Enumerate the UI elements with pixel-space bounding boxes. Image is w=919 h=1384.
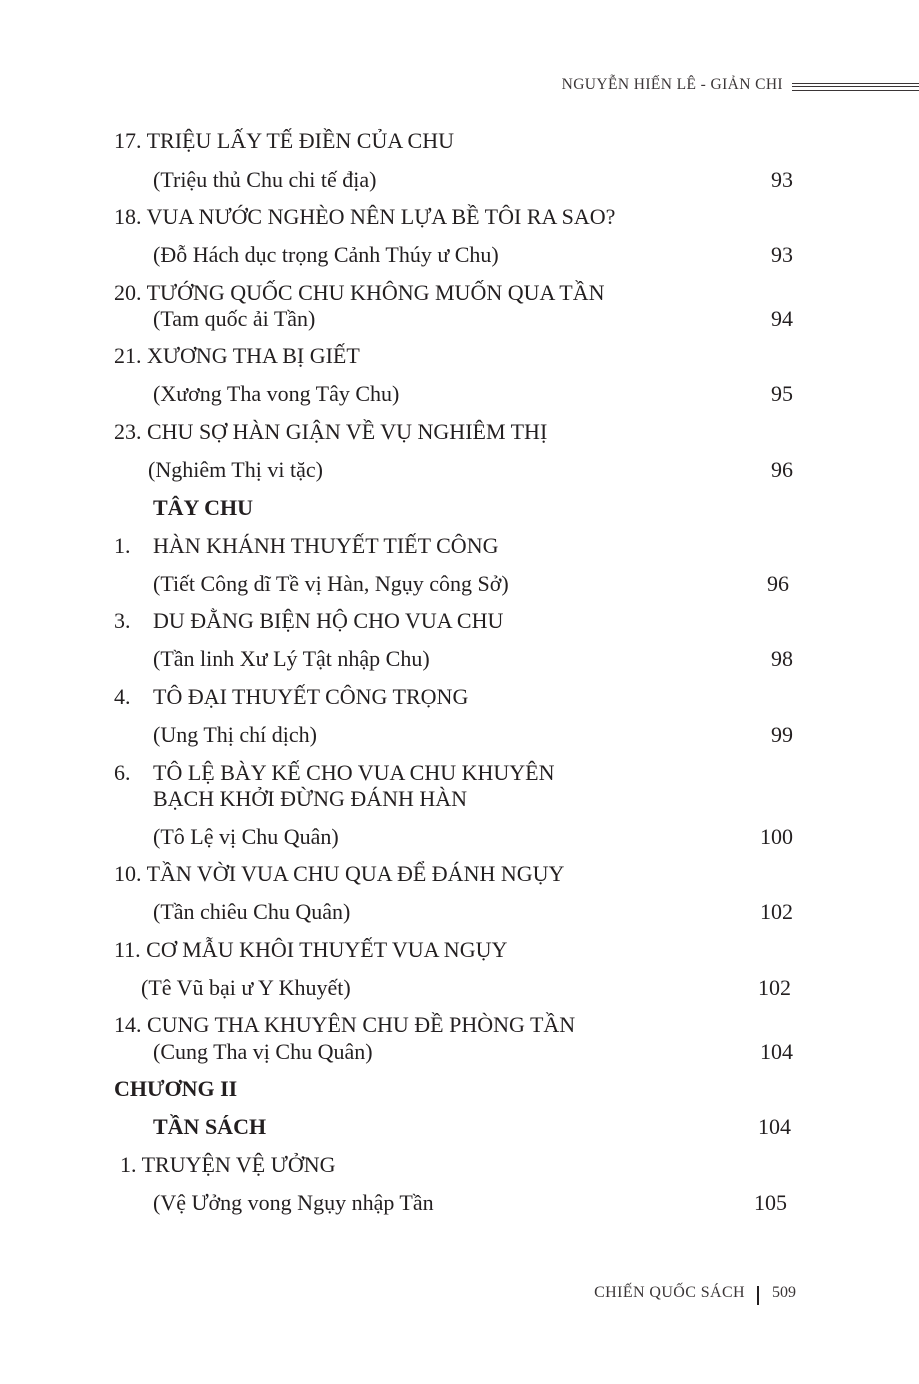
toc-entry-title: 18. VUA NƯỚC NGHÈO NÊN LỰA BỀ TÔI RA SAO? (114, 204, 616, 229)
header-rule-decoration (792, 83, 919, 91)
toc-entry-subtitle: (Tiết Công dĩ Tề vị Hàn, Ngụy công Sở) (153, 571, 509, 596)
running-header-title: NGUYỄN HIẾN LÊ - GIẢN CHI (561, 76, 783, 93)
running-header (0, 74, 919, 100)
toc-entry-subtitle: (Vệ Ưởng vong Ngụy nhập Tần (153, 1190, 434, 1215)
toc-entry-subtitle: (Tần linh Xư Lý Tật nhập Chu) (153, 646, 430, 671)
toc-entry-number: 3. (114, 608, 131, 633)
toc-page-number: 96 (767, 571, 789, 596)
toc-entry-title: 11. CƠ MẪU KHÔI THUYẾT VUA NGỤY (114, 937, 508, 962)
toc-entry-title: 17. TRIỆU LẤY TẾ ĐIỀN CỦA CHU (114, 128, 454, 153)
toc-chapter-heading: CHƯƠNG II (114, 1076, 238, 1101)
toc-entry-subtitle: (Triệu thủ Chu chi tế địa) (153, 167, 377, 192)
toc-entry-title: TÔ ĐẠI THUYẾT CÔNG TRỌNG (153, 684, 469, 709)
toc-entry-title-continued: BẠCH KHỞI ĐỪNG ĐÁNH HÀN (153, 786, 468, 811)
toc-entry-subtitle: (Ung Thị chí dịch) (153, 722, 317, 747)
toc-entry-subtitle: (Xương Tha vong Tây Chu) (153, 381, 400, 406)
toc-entry-title: DU ĐẰNG BIỆN HỘ CHO VUA CHU (153, 608, 504, 633)
toc-page-number: 98 (771, 646, 793, 671)
toc-page-number: 104 (760, 1039, 793, 1064)
toc-page-number: 93 (771, 242, 793, 267)
toc-entry-title: 21. XƯƠNG THA BỊ GIẾT (114, 343, 360, 368)
toc-entry-subtitle: (Cung Tha vị Chu Quân) (153, 1039, 373, 1064)
footer-divider (757, 1286, 759, 1305)
running-footer (0, 1284, 919, 1308)
toc-page-number: 104 (758, 1114, 791, 1139)
toc-page-number: 99 (771, 722, 793, 747)
toc-entry-title: HÀN KHÁNH THUYẾT TIẾT CÔNG (153, 533, 499, 558)
toc-page-number: 102 (760, 899, 793, 924)
toc-entry-subtitle: (Tần chiêu Chu Quân) (153, 899, 351, 924)
toc-entry-title: 10. TẦN VỜI VUA CHU QUA ĐỂ ĐÁNH NGỤY (114, 861, 565, 886)
toc-page-number: 93 (771, 167, 793, 192)
toc-entry-title: 23. CHU SỢ HÀN GIẬN VỀ VỤ NGHIÊM THỊ (114, 419, 548, 444)
toc-entry-subtitle: (Đỗ Hách dục trọng Cảnh Thúy ư Chu) (153, 242, 499, 267)
footer-book-title: CHIẾN QUỐC SÁCH (594, 1284, 745, 1301)
footer-page-number: 509 (772, 1284, 796, 1301)
toc-entry-title: 1. TRUYỆN VỆ ƯỞNG (120, 1152, 336, 1177)
toc-page-number: 100 (760, 824, 793, 849)
toc-entry-title: 20. TƯỚNG QUỐC CHU KHÔNG MUỐN QUA TẦN (114, 280, 605, 305)
toc-entry-subtitle: (Nghiêm Thị vi tặc) (148, 457, 323, 482)
toc-entry-number: 6. (114, 760, 131, 785)
toc-entry-title: 14. CUNG THA KHUYÊN CHU ĐỀ PHÒNG TẦN (114, 1012, 576, 1037)
toc-page-number: 94 (771, 306, 793, 331)
toc-page-number: 96 (771, 457, 793, 482)
toc-entry-number: 4. (114, 684, 131, 709)
toc-page-number: 102 (758, 975, 791, 1000)
toc-page-number: 105 (754, 1190, 787, 1215)
toc-entry-subtitle: (Tam quốc ải Tần) (153, 306, 316, 331)
toc-entry-title: TÔ LỆ BÀY KẾ CHO VUA CHU KHUYÊN (153, 760, 555, 785)
toc-page-number: 95 (771, 381, 793, 406)
toc-entry-subtitle: (Tô Lệ vị Chu Quân) (153, 824, 339, 849)
toc-entry-number: 1. (114, 533, 131, 558)
toc-section-heading: TẦN SÁCH (153, 1114, 267, 1139)
toc-entry-subtitle: (Tê Vũ bại ư Y Khuyết) (141, 975, 351, 1000)
toc-section-heading: TÂY CHU (153, 495, 254, 520)
